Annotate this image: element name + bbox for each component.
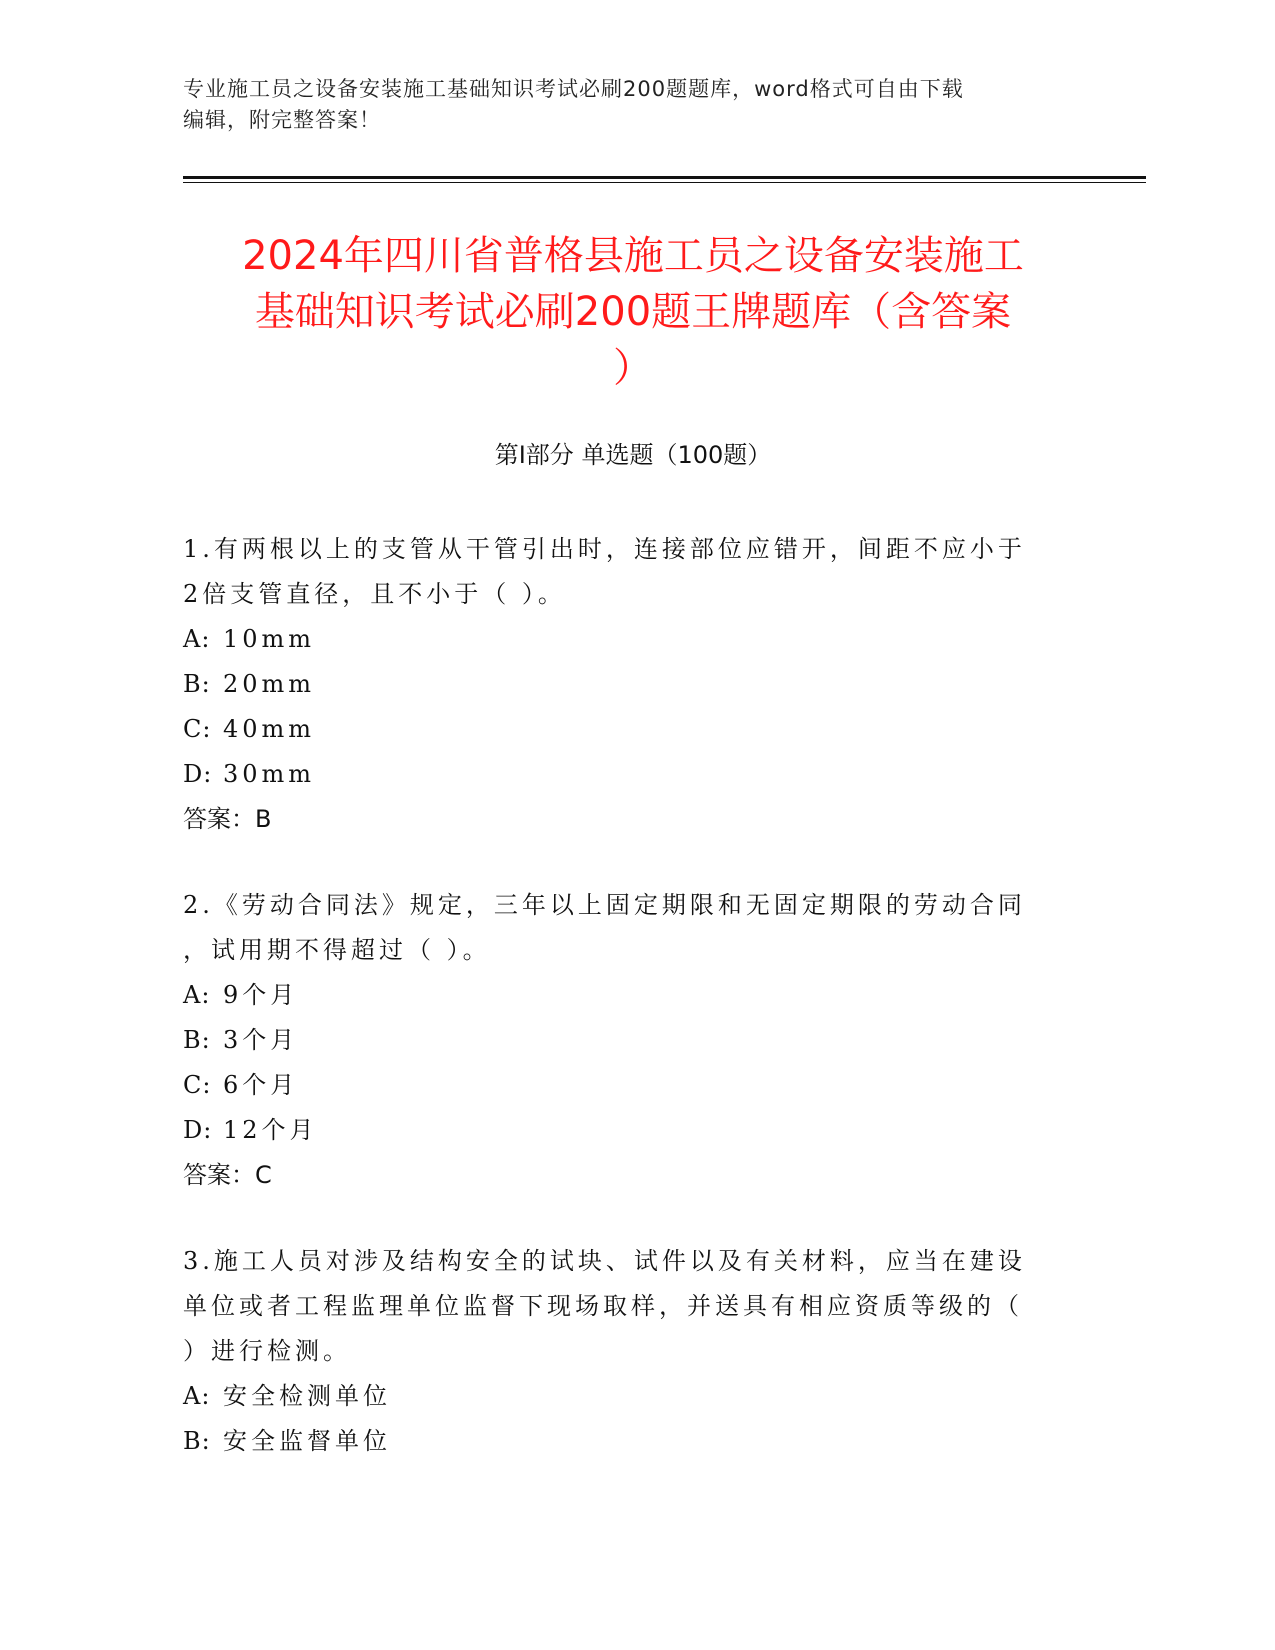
header-note [183,74,1083,136]
option-d [183,752,1063,797]
header-note-line-1: 专业施工员之设备安装施工基础知识考试必刷200题题库，word格式可自由下载 [183,77,964,101]
question-2 [183,883,1063,1198]
question-1 [183,527,1063,842]
question-stem-line: 3.施工人员对涉及结构安全的试块、试件以及有关材料，应当在建设 [183,1247,1026,1275]
option-letter: C: [183,1071,212,1099]
option-letter: D: [183,1116,213,1144]
option-letter: B: [183,670,211,698]
document-title-line-3: ） [613,345,653,391]
option-a [183,617,1063,662]
option-letter: B: [183,1427,211,1455]
option-b [183,1419,1063,1464]
document-title-line-2: 基础知识考试必刷200题王牌题库（含答案 [254,289,1012,335]
option-text: 6个月 [223,1071,299,1099]
option-letter: A: [183,1382,211,1410]
option-text: 9个月 [223,981,299,1009]
option-text: 安全监督单位 [223,1427,391,1455]
question-stem-line: 2倍支管直径，且不小于（ ）。 [183,580,566,608]
header-divider-thick [183,176,1146,179]
option-letter: B: [183,1026,211,1054]
option-text: 10mm [223,625,316,653]
question-stem-line: 单位或者工程监理单位监督下现场取样，并送具有相应资质等级的（ [183,1292,1023,1320]
answer: 答案：C [183,1161,272,1189]
question-stem-line: 1.有两根以上的支管从干管引出时，连接部位应错开，间距不应小于 [183,535,1026,563]
header-divider-thin [183,182,1146,183]
question-stem-line: ，试用期不得超过（ ）。 [183,936,491,964]
option-text: 40mm [223,715,316,743]
option-text: 12个月 [223,1116,318,1144]
option-a [183,973,1063,1018]
option-letter: C: [183,715,212,743]
option-c [183,1063,1063,1108]
option-a [183,1374,1063,1419]
header-note-line-2: 编辑，附完整答案！ [183,108,381,132]
option-c [183,707,1063,752]
option-text: 3个月 [223,1026,299,1054]
option-text: 20mm [223,670,316,698]
option-text: 安全检测单位 [223,1382,391,1410]
option-letter: A: [183,625,211,653]
option-b [183,1018,1063,1063]
section-heading: 第Ⅰ部分 单选题（100题） [494,441,772,469]
option-text: 30mm [223,760,316,788]
answer: 答案：B [183,805,272,833]
option-letter: A: [183,981,211,1009]
option-d [183,1108,1063,1153]
option-letter: D: [183,760,213,788]
question-stem-line: 2.《劳动合同法》规定，三年以上固定期限和无固定期限的劳动合同 [183,891,1026,919]
document-title-line-1: 2024年四川省普格县施工员之设备安装施工 [242,233,1024,279]
question-3 [183,1239,1063,1464]
option-b [183,662,1063,707]
document-title [183,228,1083,396]
question-stem-line: ）进行检测。 [183,1337,351,1365]
question-list [183,527,1063,1505]
